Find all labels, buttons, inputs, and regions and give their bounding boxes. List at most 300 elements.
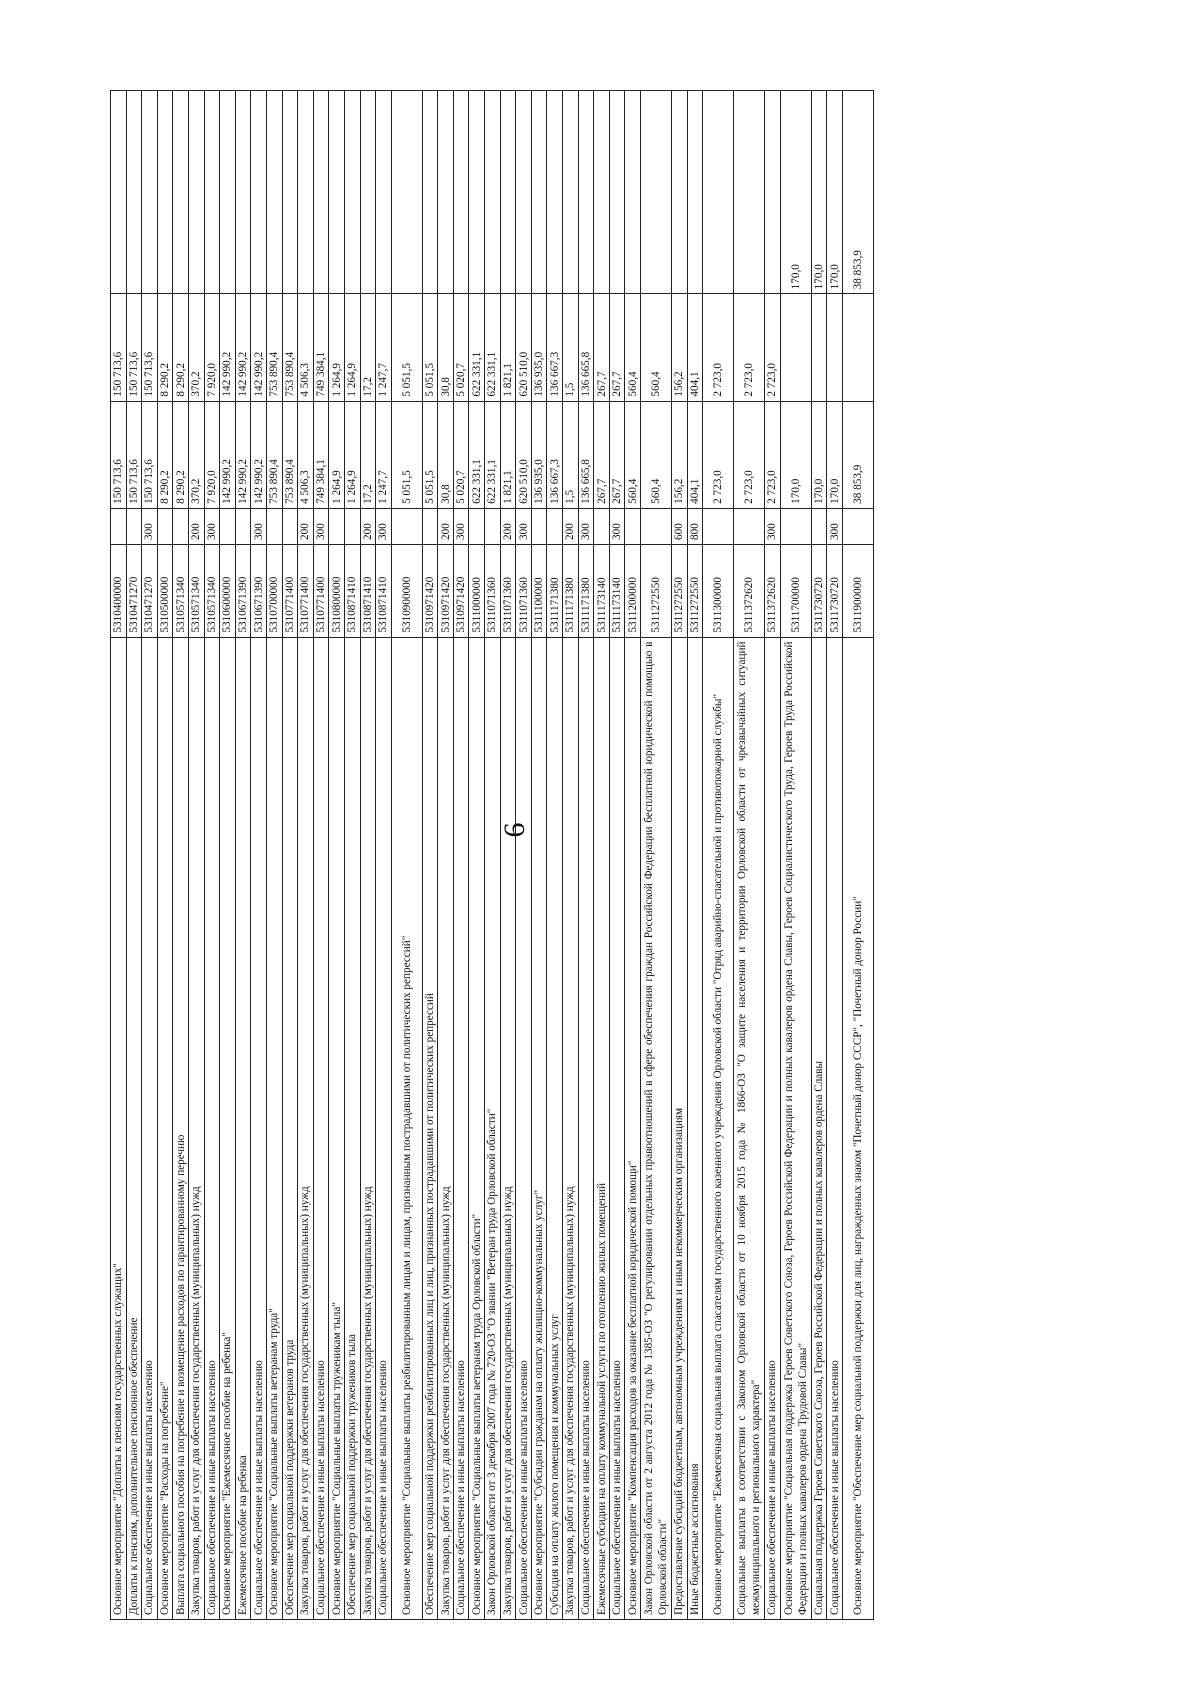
table-row (547, 91, 563, 1620)
row-expense-type-cell (157, 508, 173, 544)
row-name-cell: Закон Орловской области от 2 августа 2012 года № 1385-ОЗ "О регулировании отдельных правоотношений в сфере обеспечения граждан Российской Федерации бесплатной юридической помощью в Орловской области" (641, 637, 672, 1619)
table-row (266, 91, 282, 1620)
table-row (220, 91, 236, 1620)
row-code-cell: 5311372620 (734, 544, 765, 637)
row-name-cell: Ежемесячное пособие на ребенка (235, 637, 251, 1619)
row-code-cell: 5311272550 (687, 544, 703, 637)
row-expense-type-cell: 300 (376, 508, 392, 544)
row-expense-type-cell (111, 508, 127, 544)
row-name-cell: Социальное обеспечение и иные выплаты населению (376, 637, 392, 1619)
table-row (765, 91, 781, 1620)
row-amount-federal-cell (485, 91, 501, 294)
row-code-cell: 5310971420 (438, 544, 454, 637)
row-code-cell: 5311700000 (780, 544, 811, 637)
row-amount-federal-cell: 170,0 (811, 91, 827, 294)
row-amount-federal-cell (547, 91, 563, 294)
row-amount-total-cell: 150 713,6 (111, 401, 127, 508)
row-amount-regional-cell: 560,4 (625, 294, 641, 401)
row-code-cell: 5310871410 (376, 544, 392, 637)
row-code-cell: 5311730720 (811, 544, 827, 637)
row-expense-type-cell (842, 508, 873, 544)
row-amount-regional-cell: 560,4 (641, 294, 672, 401)
row-amount-regional-cell: 2 723,0 (734, 294, 765, 401)
row-amount-total-cell: 749 384,1 (313, 401, 329, 508)
row-name-cell: Закупка товаров, работ и услуг для обеспечения государственных (муниципальных) нужд (188, 637, 204, 1619)
table-row (235, 91, 251, 1620)
row-name-cell: Основное мероприятие "Социальные выплаты ветеранам труда Орловской области" (469, 637, 485, 1619)
row-amount-total-cell: 136 935,0 (531, 401, 547, 508)
row-name-cell: Социальное обеспечение и иные выплаты населению (609, 637, 625, 1619)
row-amount-total-cell: 17,2 (360, 401, 376, 508)
row-amount-regional-cell: 1 821,1 (500, 294, 516, 401)
row-expense-type-cell (780, 508, 811, 544)
row-name-cell: Социальное обеспечение и иные выплаты населению (827, 637, 843, 1619)
table-row (780, 91, 811, 1620)
row-code-cell: 5311171380 (547, 544, 563, 637)
row-code-cell: 5310700000 (266, 544, 282, 637)
row-expense-type-cell (126, 508, 142, 544)
row-code-cell: 5311071360 (500, 544, 516, 637)
row-code-cell: 5310971420 (453, 544, 469, 637)
row-amount-total-cell: 142 990,2 (235, 401, 251, 508)
row-name-cell: Иные бюджетные ассигнования (687, 637, 703, 1619)
row-expense-type-cell (485, 508, 501, 544)
row-amount-total-cell: 560,4 (625, 401, 641, 508)
row-amount-total-cell: 2 723,0 (703, 401, 734, 508)
row-expense-type-cell (531, 508, 547, 544)
row-code-cell: 5311372620 (765, 544, 781, 637)
row-amount-regional-cell: 404,1 (687, 294, 703, 401)
row-name-cell: Закупка товаров, работ и услуг для обеспечения государственных (муниципальных) нужд (298, 637, 314, 1619)
row-amount-total-cell: 620 510,0 (516, 401, 532, 508)
table-row (469, 91, 485, 1620)
row-name-cell: Социальная поддержка Героев Советского Союза, Героев Российской Федерации и полных кавалеров ордена Славы (811, 637, 827, 1619)
row-name-cell: Социальное обеспечение и иные выплаты населению (204, 637, 220, 1619)
row-amount-regional-cell (811, 294, 827, 401)
row-amount-federal-cell: 170,0 (827, 91, 843, 294)
row-amount-total-cell: 622 331,1 (469, 401, 485, 508)
row-name-cell: Ежемесячные субсидии на оплату коммунальной услуги по отоплению жилых помещений (594, 637, 610, 1619)
row-expense-type-cell (734, 508, 765, 544)
row-code-cell: 5310471270 (126, 544, 142, 637)
row-expense-type-cell (235, 508, 251, 544)
table-row (251, 91, 267, 1620)
row-amount-federal-cell (111, 91, 127, 294)
row-name-cell: Социальное обеспечение и иные выплаты населению (313, 637, 329, 1619)
row-amount-federal-cell (469, 91, 485, 294)
row-expense-type-cell: 300 (251, 508, 267, 544)
row-amount-regional-cell: 142 990,2 (235, 294, 251, 401)
table-row (516, 91, 532, 1620)
row-amount-total-cell: 560,4 (641, 401, 672, 508)
row-amount-federal-cell (204, 91, 220, 294)
row-amount-federal-cell (765, 91, 781, 294)
row-expense-type-cell (703, 508, 734, 544)
row-code-cell: 5311071360 (516, 544, 532, 637)
row-amount-regional-cell: 2 723,0 (703, 294, 734, 401)
table-row (703, 91, 734, 1620)
budget-table (110, 90, 874, 1620)
table-row (438, 91, 454, 1620)
table-row (641, 91, 672, 1620)
row-code-cell: 5311171380 (563, 544, 579, 637)
row-amount-regional-cell: 150 713,6 (142, 294, 158, 401)
row-expense-type-cell: 300 (516, 508, 532, 544)
row-name-cell: Основное мероприятие "Ежемесячная социальная выплата спасателям государственного казенного учреждения Орловской области "Отряд аварийно-спасательной и противопожарной службы" (703, 637, 734, 1619)
row-amount-federal-cell (453, 91, 469, 294)
row-code-cell: 5311071360 (485, 544, 501, 637)
row-amount-regional-cell: 620 510,0 (516, 294, 532, 401)
row-name-cell: Обеспечение мер социальной поддержки тружеников тыла (344, 637, 360, 1619)
table-row (594, 91, 610, 1620)
row-code-cell: 5311171380 (578, 544, 594, 637)
row-amount-regional-cell: 150 713,6 (126, 294, 142, 401)
row-amount-total-cell: 5 051,5 (391, 401, 422, 508)
row-name-cell: Закупка товаров, работ и услуг для обеспечения государственных (муниципальных) нужд (438, 637, 454, 1619)
row-amount-federal-cell (220, 91, 236, 294)
row-amount-total-cell: 170,0 (780, 401, 811, 508)
rotated-table-frame (110, 90, 1060, 1620)
row-amount-federal-cell: 170,0 (780, 91, 811, 294)
row-expense-type-cell (422, 508, 438, 544)
row-name-cell: Основное мероприятие "Расходы на погребение" (157, 637, 173, 1619)
row-amount-federal-cell (594, 91, 610, 294)
row-expense-type-cell (344, 508, 360, 544)
row-amount-federal-cell (578, 91, 594, 294)
row-amount-regional-cell: 5 020,7 (453, 294, 469, 401)
table-row (298, 91, 314, 1620)
row-amount-federal-cell (563, 91, 579, 294)
table-row (609, 91, 625, 1620)
row-name-cell: Социальное обеспечение и иные выплаты населению (142, 637, 158, 1619)
row-expense-type-cell: 600 (672, 508, 688, 544)
row-name-cell: Основное мероприятие "Обеспечение мер социальной поддержки для лиц, награжденных знаком "Почетный донор СССР", "Почетный донор России" (842, 637, 873, 1619)
table-row (126, 91, 142, 1620)
table-row (500, 91, 516, 1620)
row-name-cell: Социальное обеспечение и иные выплаты населению (251, 637, 267, 1619)
row-amount-federal-cell (251, 91, 267, 294)
row-amount-regional-cell: 142 990,2 (251, 294, 267, 401)
row-expense-type-cell (641, 508, 672, 544)
row-name-cell: Социальное обеспечение и иные выплаты населению (578, 637, 594, 1619)
row-amount-total-cell: 170,0 (827, 401, 843, 508)
row-name-cell: Закон Орловской области от 3 декабря 2007 года № 720-ОЗ "О звании "Ветеран труда Орловской области" (485, 637, 501, 1619)
row-amount-regional-cell: 1 264,9 (344, 294, 360, 401)
row-amount-federal-cell (157, 91, 173, 294)
row-expense-type-cell (220, 508, 236, 544)
row-amount-total-cell: 1 247,7 (376, 401, 392, 508)
row-name-cell: Доплаты к пенсиям, дополнительное пенсионное обеспечение (126, 637, 142, 1619)
row-code-cell: 5310800000 (329, 544, 345, 637)
row-amount-total-cell: 8 290,2 (157, 401, 173, 508)
row-expense-type-cell: 300 (827, 508, 843, 544)
table-row (376, 91, 392, 1620)
row-amount-regional-cell: 622 331,1 (469, 294, 485, 401)
row-amount-total-cell: 2 723,0 (765, 401, 781, 508)
row-expense-type-cell (266, 508, 282, 544)
row-code-cell: 5311272550 (641, 544, 672, 637)
row-expense-type-cell (469, 508, 485, 544)
row-amount-total-cell: 150 713,6 (126, 401, 142, 508)
row-amount-federal-cell (438, 91, 454, 294)
row-expense-type-cell: 300 (578, 508, 594, 544)
row-expense-type-cell: 300 (453, 508, 469, 544)
row-amount-regional-cell: 753 890,4 (266, 294, 282, 401)
row-amount-federal-cell (376, 91, 392, 294)
table-row (453, 91, 469, 1620)
row-amount-total-cell: 156,2 (672, 401, 688, 508)
table-row (344, 91, 360, 1620)
row-expense-type-cell: 300 (204, 508, 220, 544)
row-amount-federal-cell (672, 91, 688, 294)
row-amount-total-cell: 4 506,3 (298, 401, 314, 508)
rotated-table-container (110, 90, 1060, 1620)
row-code-cell: 5310771400 (313, 544, 329, 637)
row-code-cell: 5311900000 (842, 544, 873, 637)
row-amount-regional-cell: 370,2 (188, 294, 204, 401)
row-name-cell: Социальное обеспечение и иные выплаты населению (765, 637, 781, 1619)
table-row (811, 91, 827, 1620)
row-name-cell: Обеспечение мер социальной поддержки ветеранов труда (282, 637, 298, 1619)
row-code-cell: 5310900000 (391, 544, 422, 637)
row-code-cell: 5311730720 (827, 544, 843, 637)
table-row (531, 91, 547, 1620)
row-amount-regional-cell: 136 667,3 (547, 294, 563, 401)
table-row (625, 91, 641, 1620)
row-amount-regional-cell: 30,8 (438, 294, 454, 401)
row-amount-federal-cell (313, 91, 329, 294)
row-name-cell: Основное мероприятие "Доплаты к пенсиям государственных служащих" (111, 637, 127, 1619)
row-amount-total-cell: 136 667,3 (547, 401, 563, 508)
row-amount-regional-cell: 753 890,4 (282, 294, 298, 401)
row-amount-total-cell: 38 853,9 (842, 401, 873, 508)
row-amount-regional-cell: 1 247,7 (376, 294, 392, 401)
row-amount-federal-cell (360, 91, 376, 294)
page-number: 6 (498, 822, 531, 838)
row-amount-regional-cell: 1 264,9 (329, 294, 345, 401)
row-expense-type-cell: 200 (438, 508, 454, 544)
row-amount-regional-cell (827, 294, 843, 401)
row-name-cell: Выплата социального пособия на погребение и возмещение расходов по гарантированному перечню (173, 637, 189, 1619)
row-code-cell: 5310571340 (188, 544, 204, 637)
row-amount-regional-cell: 142 990,2 (220, 294, 236, 401)
table-row (422, 91, 438, 1620)
table-row (578, 91, 594, 1620)
row-amount-federal-cell (173, 91, 189, 294)
row-amount-total-cell: 170,0 (811, 401, 827, 508)
row-amount-regional-cell: 8 290,2 (173, 294, 189, 401)
row-amount-regional-cell: 1,5 (563, 294, 579, 401)
row-code-cell: 5310571340 (173, 544, 189, 637)
row-amount-total-cell: 5 020,7 (453, 401, 469, 508)
row-expense-type-cell (811, 508, 827, 544)
row-amount-regional-cell: 17,2 (360, 294, 376, 401)
row-amount-total-cell: 753 890,4 (282, 401, 298, 508)
row-code-cell: 5310771400 (298, 544, 314, 637)
row-name-cell: Социальное обеспечение и иные выплаты населению (516, 637, 532, 1619)
row-code-cell: 5311200000 (625, 544, 641, 637)
row-code-cell: 5311173140 (594, 544, 610, 637)
budget-table-body (111, 91, 874, 1620)
row-amount-total-cell: 142 990,2 (220, 401, 236, 508)
row-code-cell: 5310671390 (235, 544, 251, 637)
row-code-cell: 5311272550 (672, 544, 688, 637)
row-amount-total-cell: 30,8 (438, 401, 454, 508)
row-amount-regional-cell: 267,7 (594, 294, 610, 401)
row-code-cell: 5311300000 (703, 544, 734, 637)
row-amount-total-cell: 1 264,9 (344, 401, 360, 508)
table-row (563, 91, 579, 1620)
row-amount-total-cell: 1 821,1 (500, 401, 516, 508)
row-amount-federal-cell (329, 91, 345, 294)
row-amount-federal-cell (609, 91, 625, 294)
row-amount-total-cell: 1 264,9 (329, 401, 345, 508)
row-amount-regional-cell: 4 506,3 (298, 294, 314, 401)
row-amount-total-cell: 150 713,6 (142, 401, 158, 508)
row-amount-total-cell: 622 331,1 (485, 401, 501, 508)
table-row (687, 91, 703, 1620)
row-amount-federal-cell (734, 91, 765, 294)
row-name-cell: Основное мероприятие "Ежемесячное пособие на ребенка" (220, 637, 236, 1619)
row-expense-type-cell: 300 (142, 508, 158, 544)
row-code-cell: 5310500000 (157, 544, 173, 637)
row-code-cell: 5310400000 (111, 544, 127, 637)
row-name-cell: Основное мероприятие "Социальные выплаты ветеранам труда" (266, 637, 282, 1619)
row-name-cell: Закупка товаров, работ и услуг для обеспечения государственных (муниципальных) нужд (500, 637, 516, 1619)
row-amount-federal-cell (391, 91, 422, 294)
row-amount-total-cell: 2 723,0 (734, 401, 765, 508)
row-amount-federal-cell (266, 91, 282, 294)
table-row (142, 91, 158, 1620)
row-code-cell: 5310600000 (220, 544, 236, 637)
row-amount-total-cell: 267,7 (609, 401, 625, 508)
row-amount-regional-cell: 156,2 (672, 294, 688, 401)
row-amount-regional-cell: 136 665,8 (578, 294, 594, 401)
row-expense-type-cell: 300 (765, 508, 781, 544)
row-code-cell: 5310871410 (360, 544, 376, 637)
row-expense-type-cell (329, 508, 345, 544)
row-expense-type-cell: 200 (188, 508, 204, 544)
row-amount-regional-cell: 5 051,5 (422, 294, 438, 401)
row-amount-total-cell: 1,5 (563, 401, 579, 508)
table-row (204, 91, 220, 1620)
table-row (173, 91, 189, 1620)
row-expense-type-cell: 200 (298, 508, 314, 544)
row-amount-federal-cell (641, 91, 672, 294)
row-name-cell: Закупка товаров, работ и услуг для обеспечения государственных (муниципальных) нужд (360, 637, 376, 1619)
row-amount-regional-cell: 749 384,1 (313, 294, 329, 401)
row-expense-type-cell: 300 (313, 508, 329, 544)
row-amount-regional-cell: 5 051,5 (391, 294, 422, 401)
row-amount-regional-cell: 7 920,0 (204, 294, 220, 401)
row-name-cell: Основное мероприятие "Социальная поддержка Героев Советского Союза, Героев Российской Федерации и полных кавалеров ордена Славы, Героев Социалистического Труда, Героев Труда Российской Федерации и полных кавалеров ордена Трудовой Славы" (780, 637, 811, 1619)
row-amount-federal-cell: 38 853,9 (842, 91, 873, 294)
row-amount-total-cell: 267,7 (594, 401, 610, 508)
table-row (842, 91, 873, 1620)
row-amount-regional-cell: 2 723,0 (765, 294, 781, 401)
row-code-cell: 5311000000 (469, 544, 485, 637)
table-row (360, 91, 376, 1620)
row-expense-type-cell (282, 508, 298, 544)
row-expense-type-cell (547, 508, 563, 544)
row-name-cell: Обеспечение мер социальной поддержки реабилитированных лиц и лиц, признанных пострадавшими от политических репрессий (422, 637, 438, 1619)
row-amount-total-cell: 370,2 (188, 401, 204, 508)
row-name-cell: Основное мероприятие "Компенсация расходов за оказание бесплатной юридической помощи" (625, 637, 641, 1619)
table-row (672, 91, 688, 1620)
row-amount-federal-cell (422, 91, 438, 294)
table-row (282, 91, 298, 1620)
row-expense-type-cell: 300 (609, 508, 625, 544)
row-code-cell: 5310571340 (204, 544, 220, 637)
table-row (111, 91, 127, 1620)
row-amount-total-cell: 404,1 (687, 401, 703, 508)
row-amount-federal-cell (282, 91, 298, 294)
row-amount-federal-cell (126, 91, 142, 294)
table-row (157, 91, 173, 1620)
row-amount-total-cell: 5 051,5 (422, 401, 438, 508)
row-code-cell: 5310771400 (282, 544, 298, 637)
row-expense-type-cell (625, 508, 641, 544)
row-expense-type-cell (173, 508, 189, 544)
row-name-cell: Основное мероприятие "Субсидии гражданам на оплату жилищно-коммунальных услуг" (531, 637, 547, 1619)
row-amount-regional-cell: 136 935,0 (531, 294, 547, 401)
row-amount-regional-cell (780, 294, 811, 401)
row-amount-regional-cell: 8 290,2 (157, 294, 173, 401)
row-expense-type-cell: 200 (500, 508, 516, 544)
row-code-cell: 5310971420 (422, 544, 438, 637)
row-amount-total-cell: 142 990,2 (251, 401, 267, 508)
row-name-cell: Закупка товаров, работ и услуг для обеспечения государственных (муниципальных) нужд (563, 637, 579, 1619)
table-row (188, 91, 204, 1620)
row-amount-regional-cell: 267,7 (609, 294, 625, 401)
row-expense-type-cell (594, 508, 610, 544)
row-expense-type-cell (391, 508, 422, 544)
row-amount-total-cell: 7 920,0 (204, 401, 220, 508)
row-amount-federal-cell (500, 91, 516, 294)
table-row (329, 91, 345, 1620)
row-amount-total-cell: 753 890,4 (266, 401, 282, 508)
row-expense-type-cell: 200 (360, 508, 376, 544)
row-code-cell: 5311173140 (609, 544, 625, 637)
row-name-cell: Основное мероприятие "Социальные выплаты труженикам тыла" (329, 637, 345, 1619)
row-amount-federal-cell (188, 91, 204, 294)
row-amount-regional-cell: 150 713,6 (111, 294, 127, 401)
row-code-cell: 5311100000 (531, 544, 547, 637)
row-code-cell: 5310471270 (142, 544, 158, 637)
table-row (485, 91, 501, 1620)
row-name-cell: Предоставление субсидий бюджетным, автономным учреждениям и иным некоммерческим организациям (672, 637, 688, 1619)
row-amount-federal-cell (142, 91, 158, 294)
row-amount-federal-cell (344, 91, 360, 294)
row-expense-type-cell: 200 (563, 508, 579, 544)
table-row (734, 91, 765, 1620)
row-amount-regional-cell (842, 294, 873, 401)
row-amount-federal-cell (687, 91, 703, 294)
row-amount-federal-cell (531, 91, 547, 294)
row-code-cell: 5310671390 (251, 544, 267, 637)
row-amount-federal-cell (516, 91, 532, 294)
row-expense-type-cell: 800 (687, 508, 703, 544)
row-amount-regional-cell: 622 331,1 (485, 294, 501, 401)
row-amount-federal-cell (298, 91, 314, 294)
row-amount-total-cell: 136 665,8 (578, 401, 594, 508)
row-amount-federal-cell (703, 91, 734, 294)
row-amount-federal-cell (625, 91, 641, 294)
row-name-cell: Субсидия на оплату жилого помещения и коммунальных услуг (547, 637, 563, 1619)
row-name-cell: Социальное обеспечение и иные выплаты населению (453, 637, 469, 1619)
table-row (827, 91, 843, 1620)
row-amount-federal-cell (235, 91, 251, 294)
